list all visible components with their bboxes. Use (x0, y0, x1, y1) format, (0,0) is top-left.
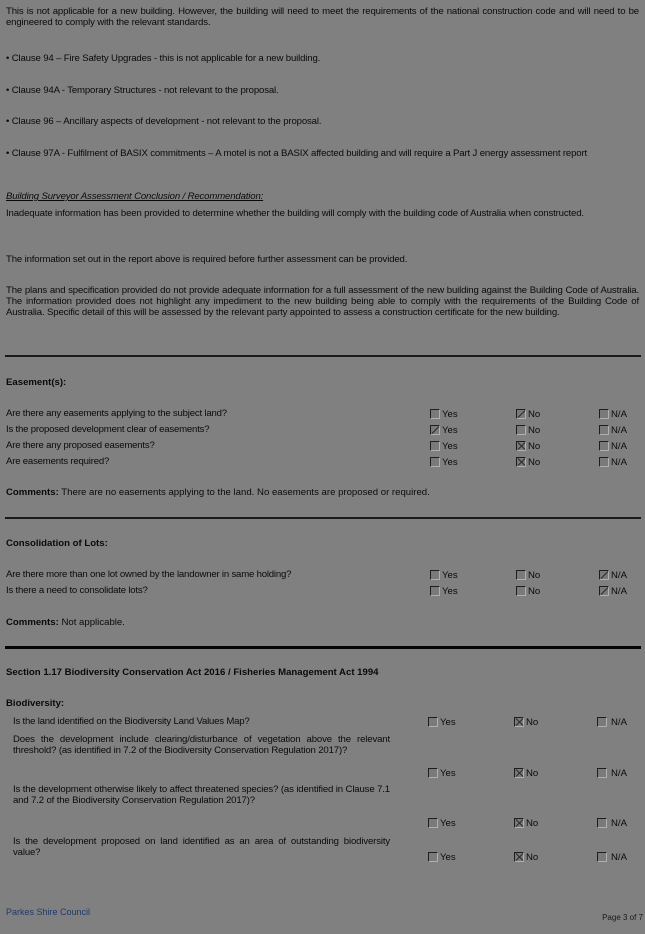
checkbox-unchecked-icon[interactable] (428, 768, 438, 778)
checkbox-unchecked-icon[interactable] (597, 768, 607, 778)
question-text: Is there a need to consolidate lots? (6, 585, 148, 596)
comments-label: Comments: (6, 487, 59, 498)
checkbox-unchecked-icon[interactable] (430, 441, 440, 451)
na-option[interactable]: N/A (597, 851, 627, 863)
footer-page-number: Page 3 of 7 (602, 913, 643, 922)
biodiversity-question-row (6, 767, 640, 779)
checkbox-unchecked-icon[interactable] (430, 457, 440, 467)
consolidation-question-row (6, 585, 640, 597)
consolidation-heading: Consolidation of Lots: (6, 538, 108, 549)
comments-text: Not applicable. (61, 617, 125, 628)
checkbox-unchecked-icon[interactable] (428, 852, 438, 862)
question-text: Is the proposed development clear of easements? (6, 424, 210, 435)
checkbox-unchecked-icon[interactable] (516, 570, 526, 580)
checkbox-checked-icon[interactable] (514, 852, 524, 862)
consolidation-question-row (6, 569, 640, 581)
checkbox-unchecked-icon[interactable] (597, 852, 607, 862)
comments-label: Comments: (6, 617, 59, 628)
no-option[interactable]: No (516, 408, 540, 420)
easement-question-row (6, 456, 640, 468)
checkbox-unchecked-icon[interactable] (597, 717, 607, 727)
yes-option[interactable]: Yes (428, 767, 456, 779)
yes-option[interactable]: Yes (430, 408, 458, 420)
yes-option[interactable]: Yes (428, 817, 456, 829)
easement-question-row (6, 440, 640, 452)
footer-organisation: Parkes Shire Council (6, 907, 91, 917)
section-divider (5, 355, 641, 357)
checkbox-checked-icon[interactable] (516, 441, 526, 451)
question-text: Are there any proposed easements? (6, 440, 155, 451)
clause-94: • Clause 94 – Fire Safety Upgrades - this is not applicable for a new building. (6, 53, 321, 64)
na-option[interactable]: N/A (597, 716, 627, 728)
easement-question-row (6, 408, 640, 420)
clause-97a: • Clause 97A - Fulfilment of BASIX commitments – A motel is not a BASIX affected building and will require a Part J energy assessment report (6, 148, 588, 159)
checkbox-unchecked-icon[interactable] (428, 818, 438, 828)
biodiversity-heading: Biodiversity: (6, 698, 65, 709)
question-text: Are there more than one lot owned by the landowner in same holding? (6, 569, 292, 580)
checkbox-checked-icon[interactable] (514, 818, 524, 828)
na-option[interactable]: N/A (597, 817, 627, 829)
no-option[interactable]: No (516, 424, 540, 436)
checkbox-unchecked-icon[interactable] (599, 441, 609, 451)
biodiversity-question-row (6, 716, 640, 728)
no-option[interactable]: No (516, 569, 540, 581)
no-option[interactable]: No (516, 440, 540, 452)
na-option[interactable]: N/A (599, 456, 627, 468)
checkbox-unchecked-icon[interactable] (430, 586, 440, 596)
biodiversity-section-title: Section 1.17 Biodiversity Conservation Act 2016 / Fisheries Management Act 1994 (6, 667, 379, 678)
conclusion-p3: The plans and specification provided do not provide adequate information for a full assessment of the new building against the Building Code of Australia. The information provided does not highlight any impediment to the new building being able to comply with the requirements of the Building Code of Australia. Specific detail of this will be assessed by the relevant party appointed to assess a construction certificate for the new building. (6, 285, 639, 318)
checkbox-checked-icon[interactable] (430, 425, 440, 435)
checkbox-checked-icon[interactable] (514, 768, 524, 778)
question-text: Is the development proposed on land identified as an area of outstanding biodiversity value? (13, 836, 390, 858)
yes-option[interactable]: Yes (430, 424, 458, 436)
easement-question-row (6, 424, 640, 436)
checkbox-unchecked-icon[interactable] (516, 425, 526, 435)
checkbox-checked-icon[interactable] (599, 570, 609, 580)
section-divider (5, 517, 641, 519)
intro-paragraph: This is not applicable for a new building. However, the building will need to meet the requirements of the national construction code and will need to be engineered to comply with the relevant standards. (6, 6, 639, 28)
na-option[interactable]: N/A (599, 585, 627, 597)
na-option[interactable]: N/A (599, 424, 627, 436)
checkbox-unchecked-icon[interactable] (599, 425, 609, 435)
easements-heading: Easement(s): (6, 377, 67, 388)
question-text: Is the development otherwise likely to affect threatened species? (as identified in Clause 7.1 and 7.2 of the Biodiversity Conservation Regulation 2017)? (13, 784, 390, 806)
clause-94a: • Clause 94A - Temporary Structures - not relevant to the proposal. (6, 85, 279, 96)
conclusion-heading: Building Surveyor Assessment Conclusion / Recommendation: (6, 191, 264, 202)
checkbox-checked-icon[interactable] (514, 717, 524, 727)
consolidation-comments (6, 617, 125, 628)
no-option[interactable]: No (514, 716, 538, 728)
biodiversity-question-row (6, 817, 640, 829)
question-text: Are easements required? (6, 456, 110, 467)
checkbox-unchecked-icon[interactable] (516, 586, 526, 596)
conclusion-p1: Inadequate information has been provided to determine whether the building will comply with the building code of Australia when constructed. (6, 208, 584, 219)
checkbox-checked-icon[interactable] (599, 586, 609, 596)
checkbox-unchecked-icon[interactable] (599, 457, 609, 467)
easements-comments (6, 487, 430, 498)
no-option[interactable]: No (516, 585, 540, 597)
conclusion-p2: The information set out in the report above is required before further assessment can be provided. (6, 254, 408, 265)
checkbox-unchecked-icon[interactable] (428, 717, 438, 727)
na-option[interactable]: N/A (597, 767, 627, 779)
biodiversity-question-row (6, 851, 640, 863)
no-option[interactable]: No (516, 456, 540, 468)
yes-option[interactable]: Yes (428, 851, 456, 863)
question-text: Are there any easements applying to the subject land? (6, 408, 227, 419)
yes-option[interactable]: Yes (430, 569, 458, 581)
na-option[interactable]: N/A (599, 440, 627, 452)
checkbox-checked-icon[interactable] (516, 409, 526, 419)
na-option[interactable]: N/A (599, 408, 627, 420)
question-text: Does the development include clearing/disturbance of vegetation above the relevant threshold? (as identified in 7.2 of the Biodiversity Conservation Regulation 2017)? (13, 734, 390, 756)
checkbox-unchecked-icon[interactable] (597, 818, 607, 828)
checkbox-unchecked-icon[interactable] (430, 570, 440, 580)
yes-option[interactable]: Yes (428, 716, 456, 728)
comments-text: There are no easements applying to the land. No easements are proposed or required. (61, 487, 430, 498)
no-option[interactable]: No (514, 817, 538, 829)
checkbox-unchecked-icon[interactable] (599, 409, 609, 419)
clause-96: • Clause 96 – Ancillary aspects of development - not relevant to the proposal. (6, 116, 322, 127)
no-option[interactable]: No (514, 851, 538, 863)
yes-option[interactable]: Yes (430, 440, 458, 452)
no-option[interactable]: No (514, 767, 538, 779)
yes-option[interactable]: Yes (430, 456, 458, 468)
section-divider (5, 646, 641, 649)
checkbox-checked-icon[interactable] (516, 457, 526, 467)
yes-option[interactable]: Yes (430, 585, 458, 597)
checkbox-unchecked-icon[interactable] (430, 409, 440, 419)
na-option[interactable]: N/A (599, 569, 627, 581)
question-text: Is the land identified on the Biodiversity Land Values Map? (13, 716, 250, 727)
